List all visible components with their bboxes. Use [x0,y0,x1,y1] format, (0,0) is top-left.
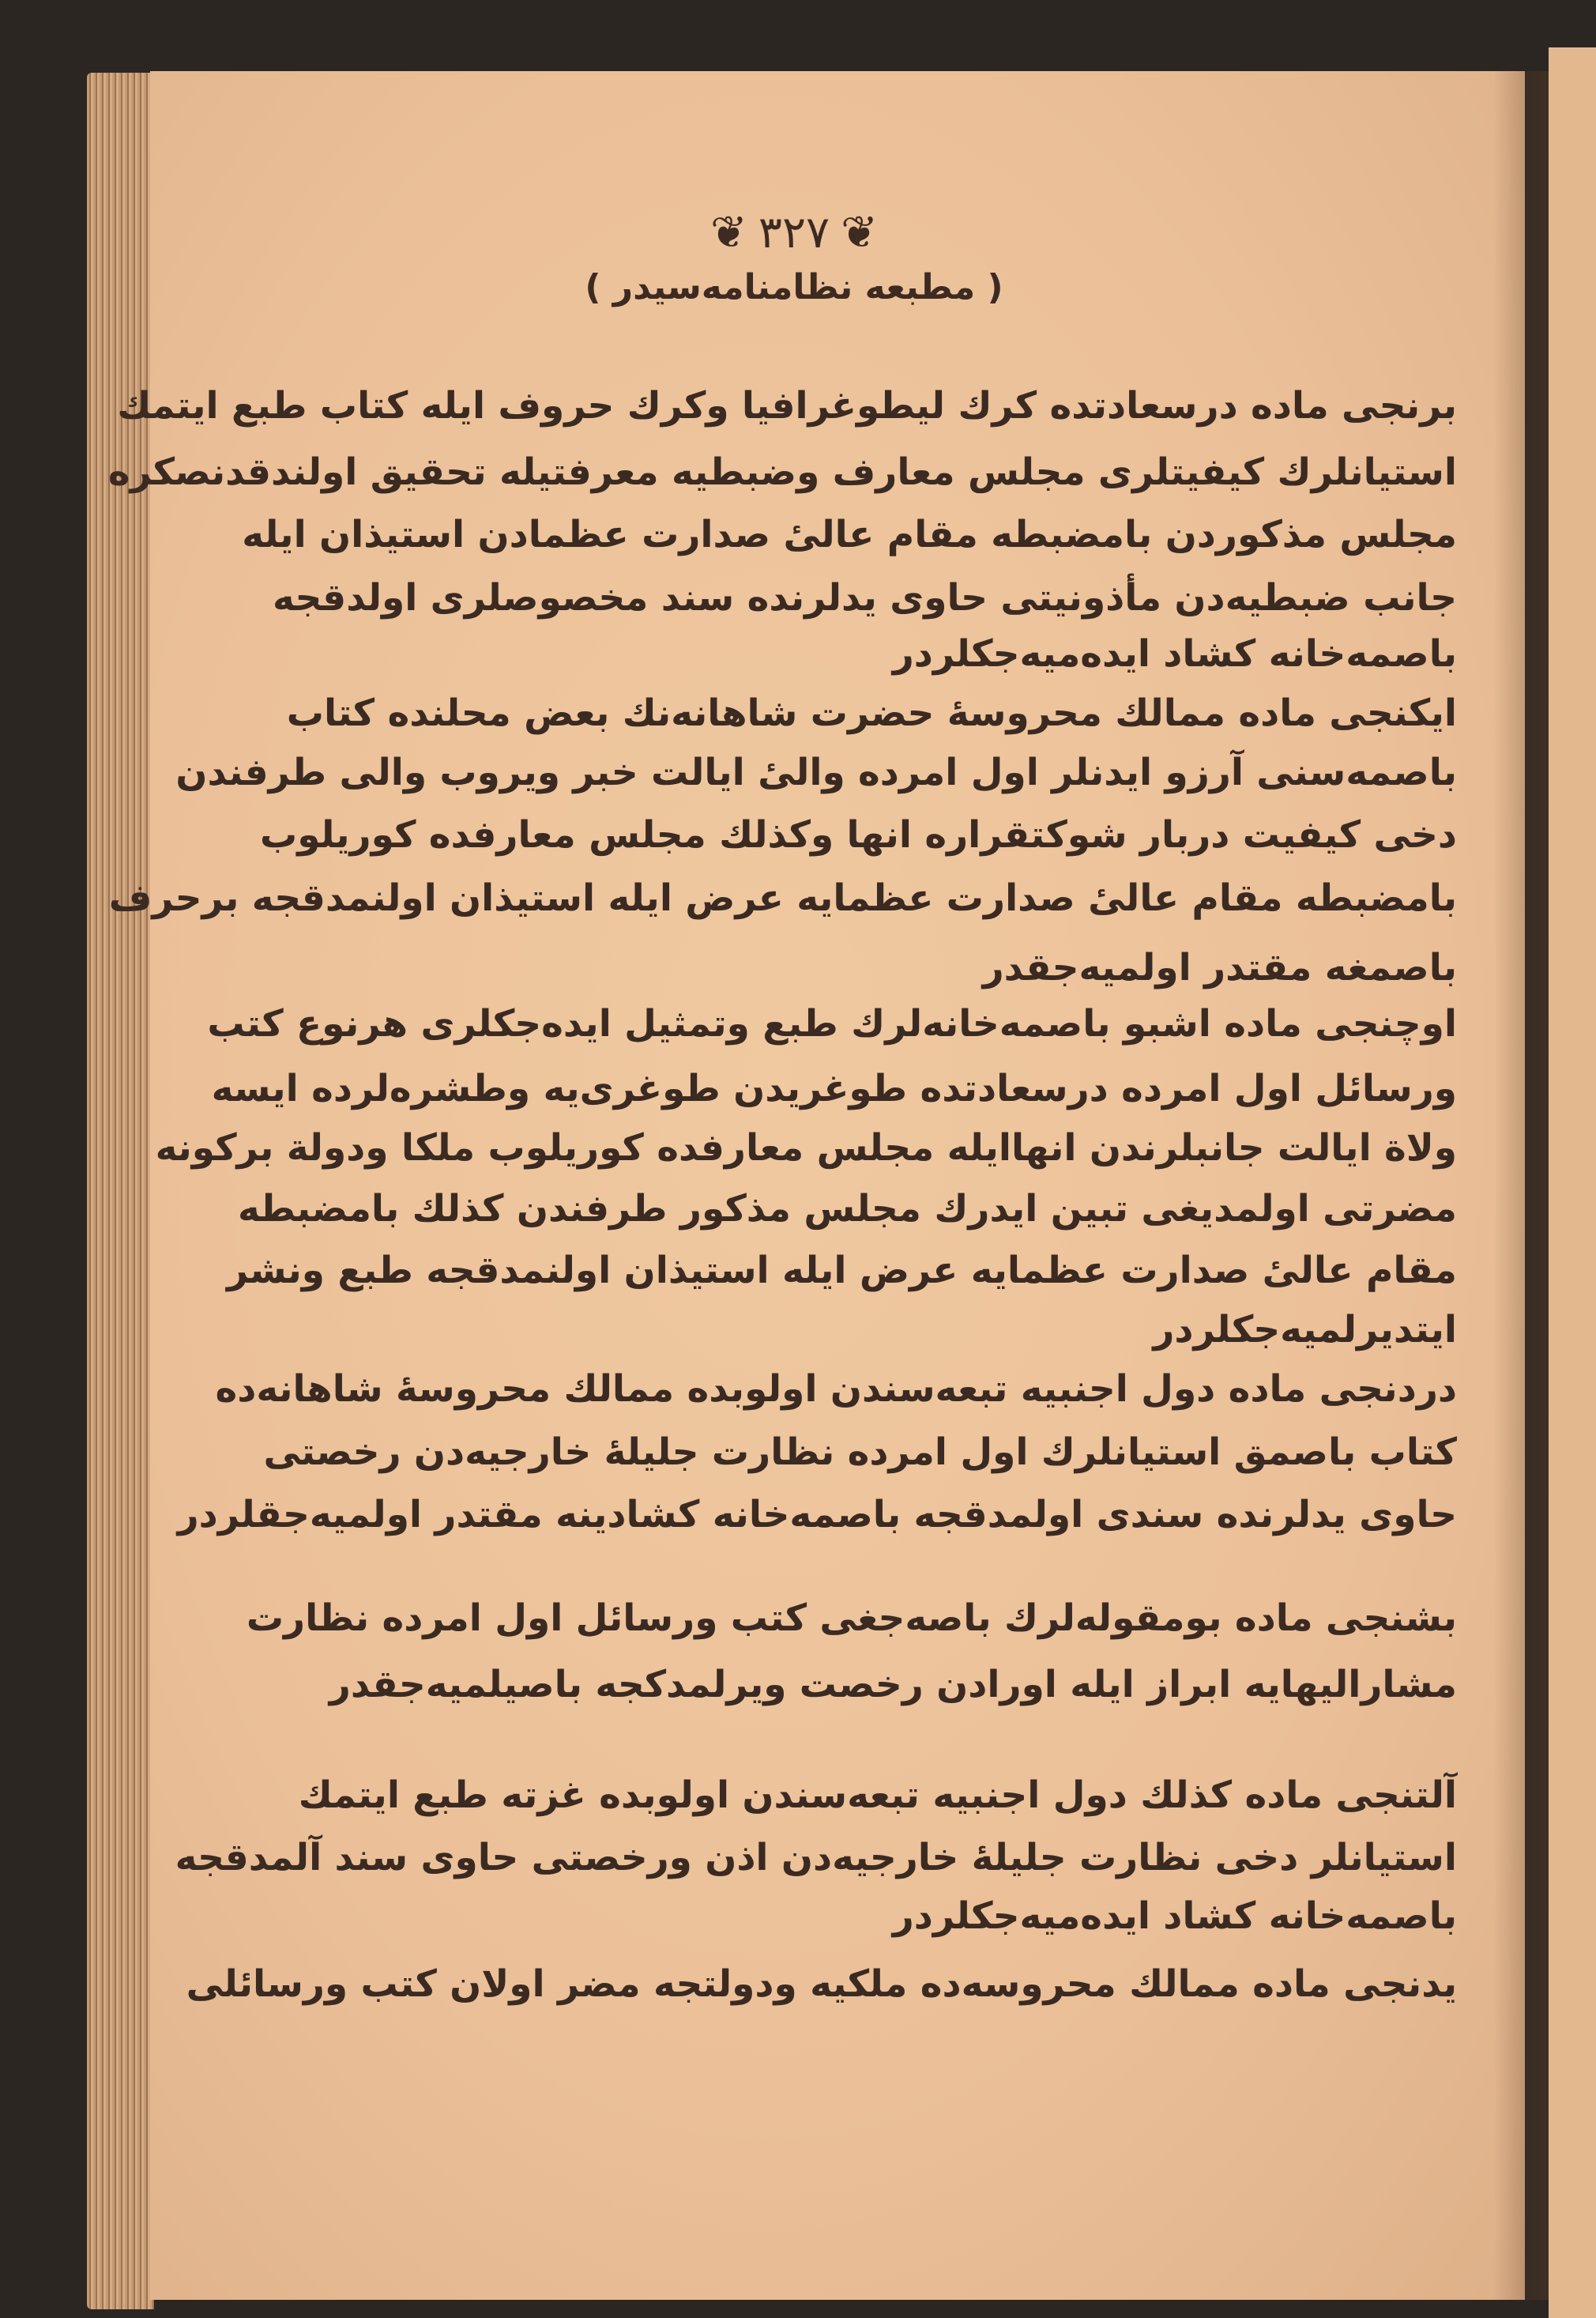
article-6-line: باصمه‌خانه کشاد ایده‌میه‌جکلردر [892,1894,1457,1938]
article-2-line: بامضبطه مقام عالیٔ صدارت عظمایه عرض ایله استیذان اولنمدقجه برحرف [108,876,1457,920]
article-3-line: ورسائل اول امرده درسعادتده طوغریدن طوغری‌یه وطشره‌لرده ایسه [211,1067,1457,1110]
article-4-line: کتاب باصمق استیانلرك اول امرده نظارت جلیلهٔ خارجیه‌دن رخصتی [263,1430,1457,1474]
article-2-line: باصمه‌سنی آرزو ایدنلر اول امرده والیٔ ایالت خبر ویروب والی طرفندن [175,751,1457,794]
book-gutter [1493,71,1549,2300]
article-2-line: دخی کیفیت دربار شوکتقراره انها وکذلك مجلس معارفده کوریلوب [260,813,1457,857]
article-3-line: ایتدیرلمیه‌جکلردر [1153,1308,1457,1351]
page-number-header [0,207,1588,258]
article-4-line: حاوی یدلرنده سندی اولمدقجه باصمه‌خانه کشادینه مقتدر اولمیه‌جقلردر [177,1493,1457,1536]
article-3-line: اوچنجی ماده اشبو باصمه‌خانه‌لرك طبع وتمثیل ایده‌جکلری هرنوع کتب [207,1002,1457,1046]
article-3-line: ولاة ایالت جانبلرندن انهاایله مجلس معارفده کوریلوب ملکا ودولة برکونه [155,1126,1457,1170]
article-2-line: باصمغه مقتدر اولمیه‌جقدر [982,946,1457,989]
article-1-line: برنجی ماده درسعادتده کرك لیطوغرافیا وکرك حروف ایله کتاب طبع ایتمك [117,384,1457,428]
article-4-line: دردنجی ماده دول اجنبیه تبعه‌سندن اولوبده ممالك محروسهٔ شاهانه‌ده [215,1367,1457,1411]
article-3-line: مضرتی اولمدیغی تبین ایدرك مجلس مذکور طرفندن کذلك بامضبطه [238,1187,1457,1231]
article-3-line: مقام عالیٔ صدارت عظمایه عرض ایله استیذان اولنمدقجه طبع ونشر [227,1249,1457,1292]
article-7-line: یدنجی ماده ممالك محروسه‌ده ملکیه ودولتجه مضر اولان کتب ورسائلی [186,1962,1457,2006]
article-1-line: جانب ضبطیه‌دن مأذونیتی حاوی یدلرنده سند مخصوصلری اولدقجه [273,576,1457,620]
article-2-line: ایکنجی ماده ممالك محروسهٔ حضرت شاهانه‌نك بعض محلنده کتاب [286,692,1457,735]
article-1-line: مجلس مذکوردن بامضبطه مقام عالیٔ صدارت عظمادن استیذان ایله [242,513,1457,556]
article-1-line: باصمه‌خانه کشاد ایده‌میه‌جکلردر [892,632,1457,676]
article-5-line: بشنجی ماده بومقوله‌لرك باصه‌جغی کتب ورسائل اول امرده نظارت [246,1596,1457,1640]
facing-page-edge [1549,47,1596,2318]
article-1-line: استیانلرك کیفیتلری مجلس معارف وضبطیه معرفتیله تحقیق اولندقدنصکره [107,450,1457,494]
article-6-line: استیانلر دخی نظارت جلیلهٔ خارجیه‌دن اذن ورخصتی حاوی سند آلمدقجه [175,1836,1457,1879]
page-title: ( مطبعه نظامنامه‌سیدر ) [585,267,1003,307]
article-6-line: آلتنجی ماده کذلك دول اجنبیه تبعه‌سندن اولوبده غزته طبع ایتمك [298,1773,1457,1817]
ornament-icon: ❦ [841,207,879,258]
page-number: ٣٢٧ [758,207,830,258]
ornament-icon: ❦ [710,207,747,258]
article-5-line: مشارالیهایه ابراز ایله اورادن رخصت ویرلمدکجه باصیلمیه‌جقدر [329,1663,1457,1706]
